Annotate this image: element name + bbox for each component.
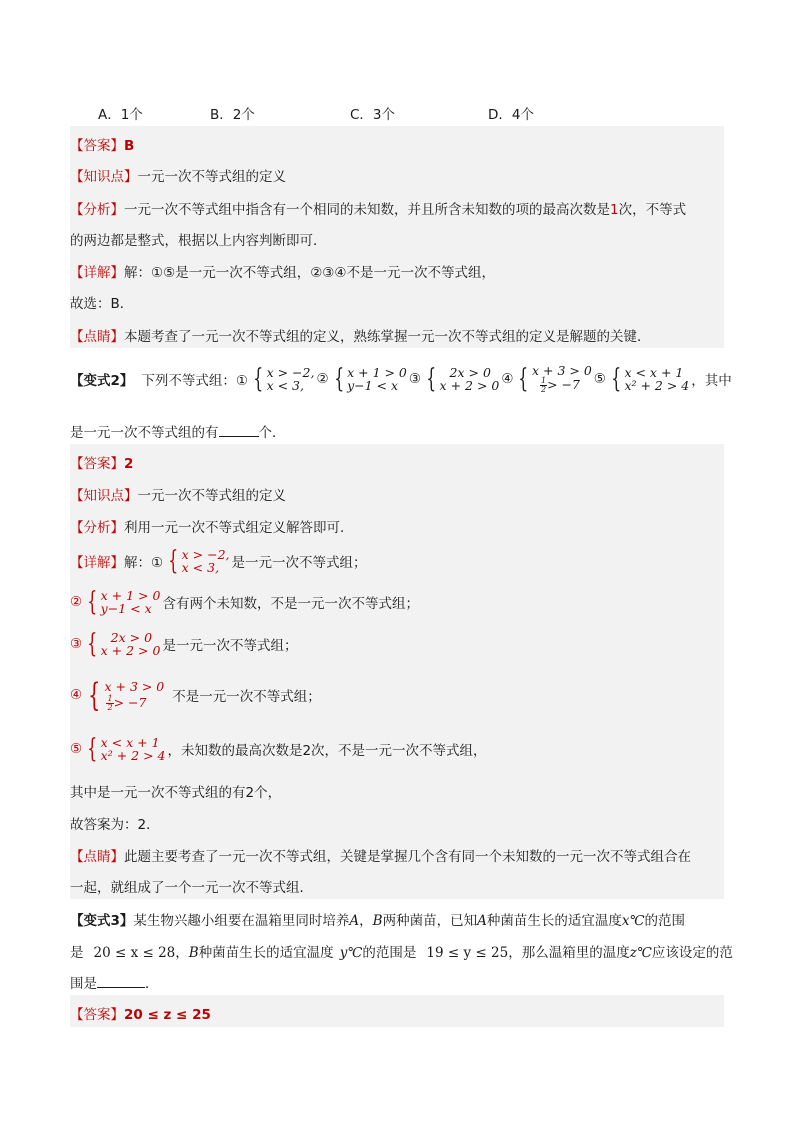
v2-system-4: { x + 3 > 0 $\frac{1}{2}$ > −7 [518, 363, 592, 394]
analysis-tag: 【分析】 [70, 520, 124, 536]
sys1-row-1: x > −2, [266, 365, 315, 380]
v3-var-b: B [372, 913, 383, 929]
v2-circle-2: ② [316, 371, 329, 387]
dsys1-row-1: x > −2, [181, 547, 230, 562]
dsys2-row-2: y−1 < x [100, 601, 152, 616]
option-a: A．1个 [98, 107, 143, 123]
v3-y-unit: y℃ [339, 945, 363, 961]
analysis-text-2: 次，不等式 [618, 202, 687, 218]
v3-var-a-2: A [477, 913, 487, 929]
v3-answer-blank [97, 975, 145, 988]
v2-answer-line [70, 452, 724, 472]
comment-text-2: 一起，就组成了一个一元一次不等式组． [70, 880, 313, 896]
v3-tag: 【变式3】 [70, 913, 134, 929]
v2-circle-4: ④ [501, 371, 514, 387]
option-c: C．3个 [350, 107, 396, 123]
v3-text-10: 应该设定的范 [651, 945, 733, 961]
v2-stem-line-2 [70, 421, 724, 441]
v3-text-5: 是 [70, 945, 84, 961]
v2-system-5: { x < x + 1 x² + 2 > 4 [611, 364, 690, 394]
v2-detail-line-5 [70, 732, 724, 766]
v2-sum-line [70, 781, 724, 801]
detail-circle-4: ④ [70, 687, 83, 703]
v2-stem-line [70, 362, 732, 396]
dsys4-row-2 [104, 695, 164, 712]
v2-circle-3: ③ [408, 371, 421, 387]
detail-text-3: 是一元一次不等式组； [162, 638, 298, 654]
v3-x-unit: x℃ [621, 913, 645, 929]
v3-stem-line-3 [70, 972, 724, 992]
v2-knowledge-line [70, 484, 724, 504]
sys1-row-2: x < 3, [266, 378, 304, 393]
v2-system-2: { x + 1 > 0 y−1 < x [333, 364, 407, 394]
detail-tag: 【详解】 [70, 265, 124, 281]
sum-text: 其中是一元一次不等式组的有2个， [70, 785, 282, 801]
detail-tag: 【详解】 [70, 555, 124, 571]
detail-system-4: { x + 3 > 0 $\frac{1}{2}$ > −7 [88, 676, 165, 714]
detail-system-5: { x < x + 1 x² + 2 > 4 [87, 734, 166, 764]
analysis-text: 利用一元一次不等式组定义解答即可． [124, 520, 354, 536]
v2-system-3: { 2x > 0 x + 2 > 0 [426, 364, 500, 394]
v2-system-1: { x > −2, x < 3, [253, 364, 315, 394]
answer-value: 2 [124, 456, 134, 472]
dsys4-frac-den: 2 [107, 702, 113, 712]
knowledge-tag: 【知识点】 [70, 488, 138, 504]
analysis-text-3: 的两边都是整式，根据以上内容判断即可． [70, 233, 327, 249]
sys3-row-2: x + 2 > 0 [439, 378, 500, 393]
option-d: D．4个 [488, 107, 534, 123]
dsys4-frac-num: 1 [107, 693, 113, 703]
dsys4-rest: > −7 [113, 694, 147, 710]
knowledge-text: 一元一次不等式组的定义 [137, 488, 286, 504]
comment-tag: 【点睛】 [70, 849, 124, 865]
detail-text: 解：①⑤是一元一次不等式组，②③④不是一元一次不等式组， [124, 265, 496, 281]
v3-text-4: 的范围 [644, 913, 686, 929]
option-b: B．2个 [210, 107, 255, 123]
v2-stem-4: 个． [258, 425, 286, 441]
sys2-row-1: x + 1 > 0 [347, 365, 407, 380]
dsys2-row-1: x + 1 > 0 [100, 588, 161, 603]
v3-z-unit: z℃ [629, 945, 652, 961]
v3-range-x: 20 ≤ x ≤ 28 [93, 945, 176, 961]
dsys3-row-2: x + 2 > 0 [100, 643, 161, 658]
knowledge-text: 一元一次不等式组的定义 [137, 169, 286, 185]
detail-system-1: { x > −2, x < 3, [168, 546, 230, 576]
sys4-row-1: x + 3 > 0 [532, 363, 592, 378]
v2-stem-3: 是一元一次不等式组的有 [70, 425, 219, 441]
sys4-frac-den: 2 [541, 385, 547, 394]
q1-analysis-line-2 [70, 229, 724, 249]
v3-text-7: 种菌苗生长的适宜温度 [198, 945, 334, 961]
v3-answer-line [70, 1003, 724, 1023]
sys4-row-2 [532, 377, 592, 394]
dsys5-row-1: x < x + 1 [100, 735, 160, 750]
v2-comment-line-2 [70, 876, 724, 896]
v2-detail-line-3 [70, 627, 724, 661]
detail-text-1: 解：① [124, 555, 164, 571]
v2-detail-line-2 [70, 585, 724, 619]
v3-text-11: 围是 [70, 976, 97, 992]
detail-system-2: { x + 1 > 0 y−1 < x [87, 587, 161, 617]
detail-text-1b: 是一元一次不等式组； [231, 555, 367, 571]
v3-text-3: 种菌苗生长的适宜温度 [486, 913, 622, 929]
q1-answer-line [70, 134, 724, 154]
detail-circle-2: ② [70, 594, 83, 610]
detail-text-2: 含有两个未知数，不是一元一次不等式组； [162, 596, 419, 612]
v3-text-6: ， [175, 945, 189, 961]
answer-tag: 【答案】 [70, 138, 124, 154]
sys2-row-2: y−1 < x [347, 378, 399, 393]
v3-text-8: 的范围是 [362, 945, 417, 961]
detail-circle-5: ⑤ [70, 741, 83, 757]
sys4-rest: > −7 [547, 377, 580, 392]
v3-text-9: ，那么温箱里的温度 [508, 945, 630, 961]
v2-stem-2: ，其中 [691, 373, 732, 389]
q1-choice-line [70, 292, 724, 312]
v3-var-b-2: B [188, 945, 199, 961]
v2-answer-blank [219, 424, 259, 437]
v2-circle-5: ⑤ [593, 371, 606, 387]
v3-text-1: 某生物兴趣小组要在温箱里同时培养 [133, 913, 350, 929]
dsys4-row-1: x + 3 > 0 [104, 678, 165, 694]
detail-system-3: { 2x > 0 x + 2 > 0 [87, 629, 161, 659]
comment-text-1: 此题主要考查了一元一次不等式组，关键是掌握几个含有同一个未知数的一元一次不等式组合在 [124, 849, 691, 865]
comment-text: 本题考查了一元一次不等式组的定义，熟练掌握一元一次不等式组的定义是解题的关键． [124, 329, 651, 345]
v3-text-12: ． [145, 976, 159, 992]
q1-comment-line [70, 325, 724, 345]
knowledge-tag: 【知识点】 [70, 169, 138, 185]
analysis-num: 1 [610, 202, 619, 218]
v2-stem-1: 下列不等式组：① [141, 373, 249, 389]
v3-comma: ， [359, 913, 373, 929]
v3-range-y: 19 ≤ y ≤ 25 [426, 945, 509, 961]
analysis-tag: 【分析】 [70, 202, 124, 218]
sys5-row-2: x² + 2 > 4 [624, 378, 690, 393]
sys4-frac-num: 1 [541, 376, 547, 385]
detail-circle-3: ③ [70, 636, 83, 652]
v2-tag: 【变式2】 [70, 373, 134, 389]
sys5-row-1: x < x + 1 [624, 365, 684, 380]
final-answer-text: 故答案为：2． [70, 817, 160, 833]
v3-text-2: 两种菌苗，已知 [382, 913, 478, 929]
v2-analysis-line [70, 516, 724, 536]
q1-knowledge-line [70, 165, 724, 185]
answer-value: B [124, 138, 135, 154]
dsys1-row-2: x < 3, [181, 560, 220, 575]
choice-text: 故选：B． [70, 296, 134, 312]
v2-comment-line-1 [70, 845, 724, 865]
detail-text-5: ，未知数的最高次数是2次，不是一元一次不等式组， [167, 743, 487, 759]
answer-value: 20 ≤ z ≤ 25 [124, 1007, 211, 1023]
answer-tag: 【答案】 [70, 456, 124, 472]
q1-analysis-line [70, 198, 724, 218]
v3-stem-line-2 [70, 941, 733, 961]
v3-var-a: A [349, 913, 360, 929]
comment-tag: 【点睛】 [70, 329, 124, 345]
v2-final-line [70, 813, 724, 833]
detail-text-4: 不是一元一次不等式组； [172, 689, 321, 705]
v2-detail-line-1 [70, 544, 724, 578]
v3-stem-line-1 [70, 909, 724, 929]
analysis-text-1: 一元一次不等式组中指含有一个相同的未知数，并且所含未知数的项的最高次数是 [124, 202, 610, 218]
answer-tag: 【答案】 [70, 1007, 124, 1023]
dsys5-row-2: x² + 2 > 4 [100, 748, 166, 763]
q1-detail-line [70, 261, 724, 281]
v2-detail-line-4 [70, 674, 724, 716]
sys3-row-1: 2x > 0 [449, 365, 491, 380]
dsys3-row-1: 2x > 0 [110, 630, 153, 645]
